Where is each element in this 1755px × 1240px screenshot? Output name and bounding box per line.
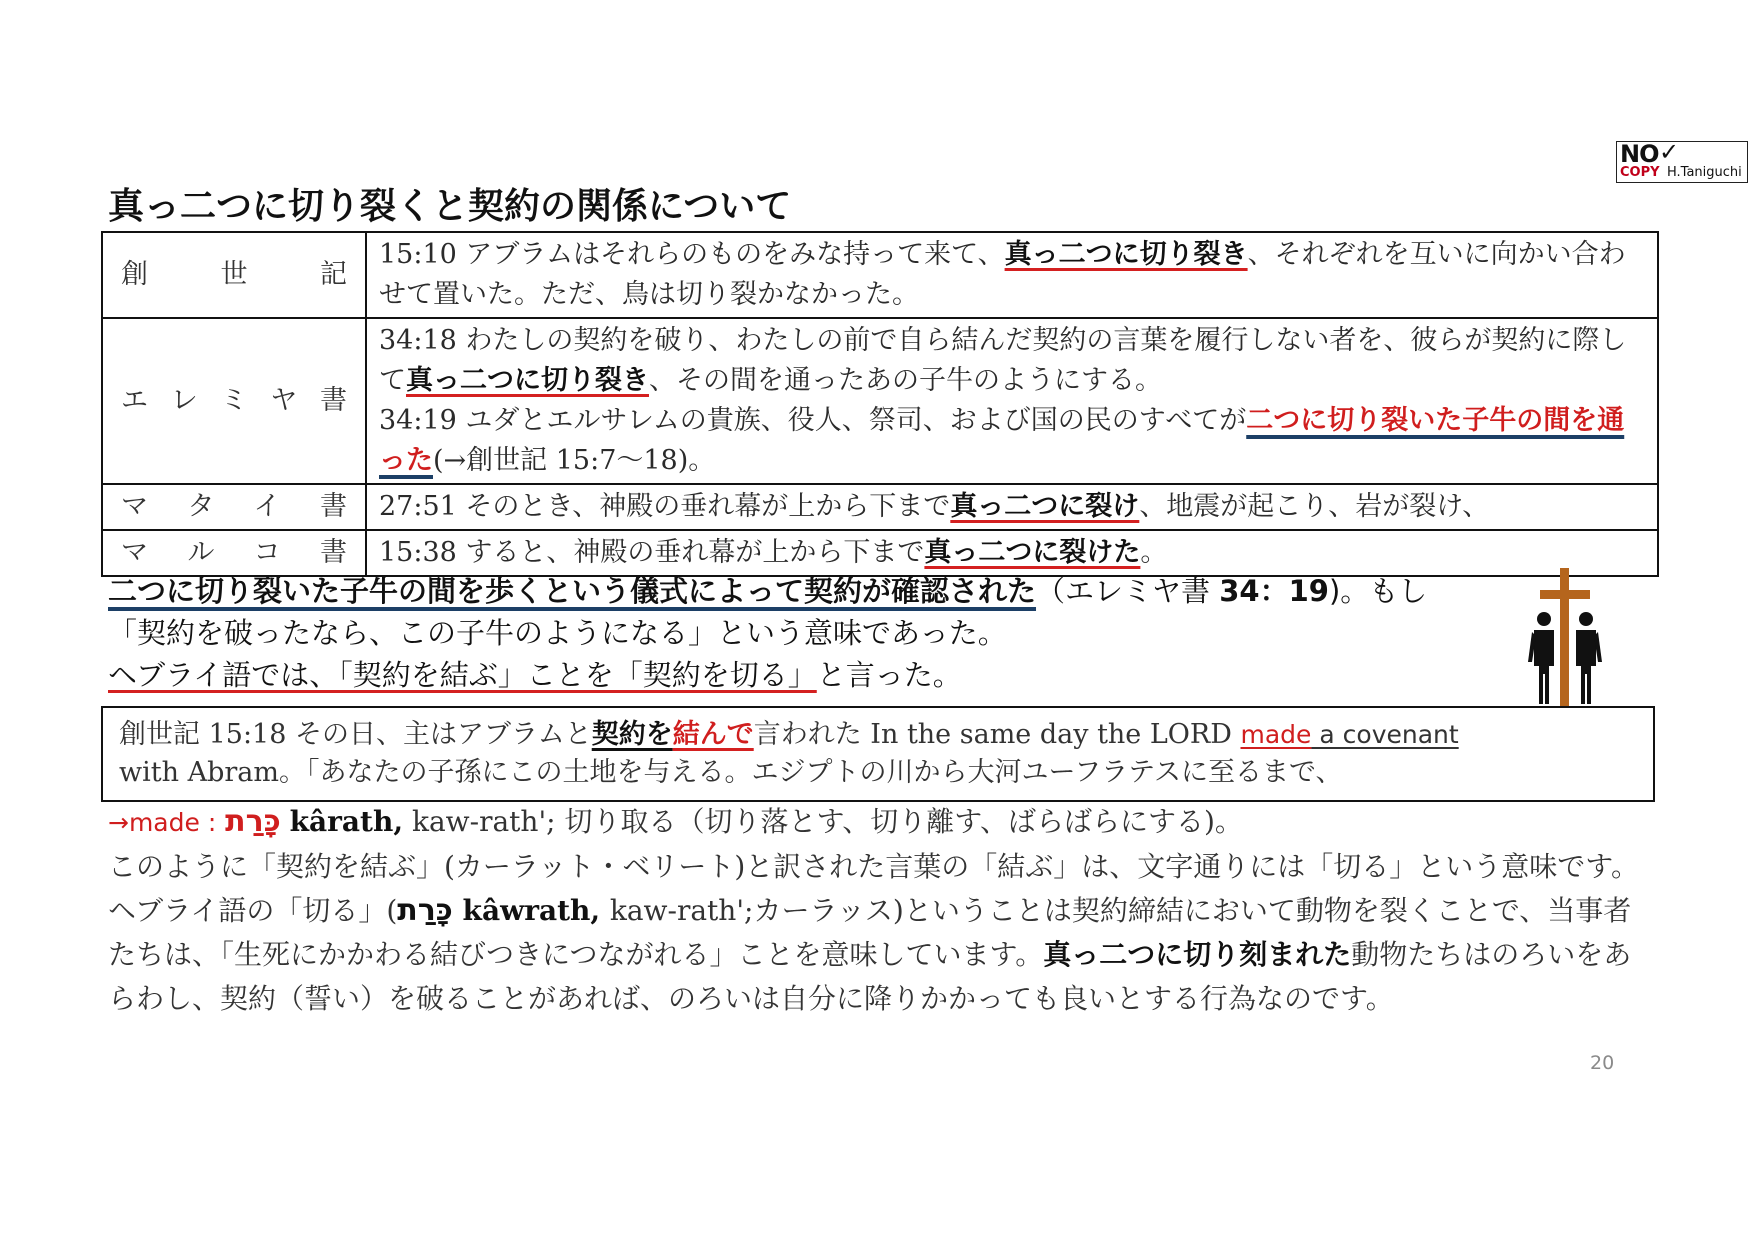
book-name: マタイ書 [102,484,366,530]
verse-box [101,706,1655,802]
check-icon: ✓ [1659,138,1680,166]
verse-part: 。 [1140,537,1168,568]
verse-part: 創世記 15:18 その日、主はアブラムと [119,719,592,750]
verse-part: 、それぞれを互いに向かい合わせて置いた。ただ、鳥は切り裂かなかった。 [379,239,1626,310]
verse-part: 、地震が起こり、岩が裂け、 [1139,491,1490,522]
explanation-highlight: 二つに切り裂いた子牛の間を歩くという儀式によって契約が確認された [108,574,1037,608]
explanation-part: )。もし [1328,574,1428,608]
verse-part: 27:51 そのとき、神殿の垂れ幕が上から下まで [379,491,951,522]
explanation-part: （エレミヤ書 [1036,574,1211,608]
verse-english-highlight: made [1240,720,1312,749]
explanation-line: 「契約を破ったなら、この子牛のようになる」という意味であった。 [108,616,1007,650]
notes-part: 動物たちはのろいをあらわし、契約（誓い）を破ることがあれば、のろいは自分に降りかかっても良いとする行為なのです。 [108,938,1632,1015]
verse-text [366,318,1658,484]
notes-text [108,800,1658,1021]
verse-part: (→創世記 15:7～18)。 [433,445,716,476]
highlight-text: 真っ二つに切り裂き [406,365,649,396]
verse-part: 34:18 わたしの契約を破り、わたしの前で自ら結んだ契約の言葉を履行しない者を、彼らが契約に際して [379,325,1627,396]
notes-highlight: 真っ二つに切り刻まれた [1043,938,1352,971]
verse-text [366,232,1658,318]
verse-part: 15:10 アブラムはそれらのものをみな持って来て、 [379,239,1005,270]
table-row-matthew [102,484,1658,530]
table-row-jeremiah [102,318,1658,484]
verse-part: 、その間を通ったあの子牛のようにする。 [649,365,1162,396]
made-label: →made : [108,808,217,837]
explanation-part: と言った。 [816,658,962,692]
hebrew-word: כָּרַת [397,893,453,928]
highlight-text: 二つに切り裂いた子牛の間を通った [379,405,1625,476]
scripture-table [101,231,1659,577]
cross-figures-icon [1528,568,1602,706]
verse-part: 15:38 すると、神殿の垂れ幕が上から下まで [379,537,925,568]
explanation-ref: 34：19 [1219,574,1329,608]
highlight-text: 真っ二つに裂けた [924,537,1141,568]
no-copy-logo [1616,138,1748,183]
logo-author: H.Taniguchi [1667,165,1742,180]
hebrew-word: כָּרַת [225,804,281,839]
page-title: 真っ二つに切り裂くと契約の関係について [108,186,792,227]
transliteration: kârath, [289,805,404,838]
logo-no: NO [1620,140,1659,168]
verse-part: 34:19 ユダとエルサレムの貴族、役人、祭司、および国の民のすべてが [379,405,1247,436]
notes-line: kaw-rath'; 切り取る（切り落とす、切り離す、ばらばらにする)。 [403,805,1243,838]
logo-copy: COPY [1620,165,1660,180]
transliteration: kâwrath, [452,894,610,927]
highlight-text: 真っ二つに切り裂き [1004,239,1248,270]
book-name: マルコ書 [102,530,366,576]
page-number: 20 [1590,1052,1615,1074]
book-name: エレミヤ書 [102,318,366,484]
verse-highlight: 契約を [591,719,673,750]
verse-text [366,484,1658,530]
verse-part: 言われた In the same day the LORD [753,719,1241,750]
table-row-genesis [102,232,1658,318]
highlight-text: 真っ二つに裂け [950,491,1140,522]
verse-english: a covenant [1311,720,1459,749]
notes-part: このように「契約を結ぶ」(カーラット・ベリート)と訳された言葉の「結ぶ」は、文字通りには「切る」という意味です。ヘブライ語の「切る」( [108,850,1640,927]
verse-part: with Abram。「あなたの子孫にこの土地を与える。エジプトの川から大河ユーフラテスに至るまで、 [119,757,1343,788]
explanation-highlight: ヘブライ語では、「契約を結ぶ」ことを「契約を切る」 [108,658,817,692]
notes-part: kaw-rath';カーラッス)ということは契約締結において動物を裂くことで、当事者たちは、「生死にかかわる結びつきにつながれる」ことを意味しています。 [108,894,1632,971]
explanation-text [108,570,1648,696]
verse-highlight: 結んで [672,719,754,750]
book-name: 創 世 記 [102,232,366,318]
